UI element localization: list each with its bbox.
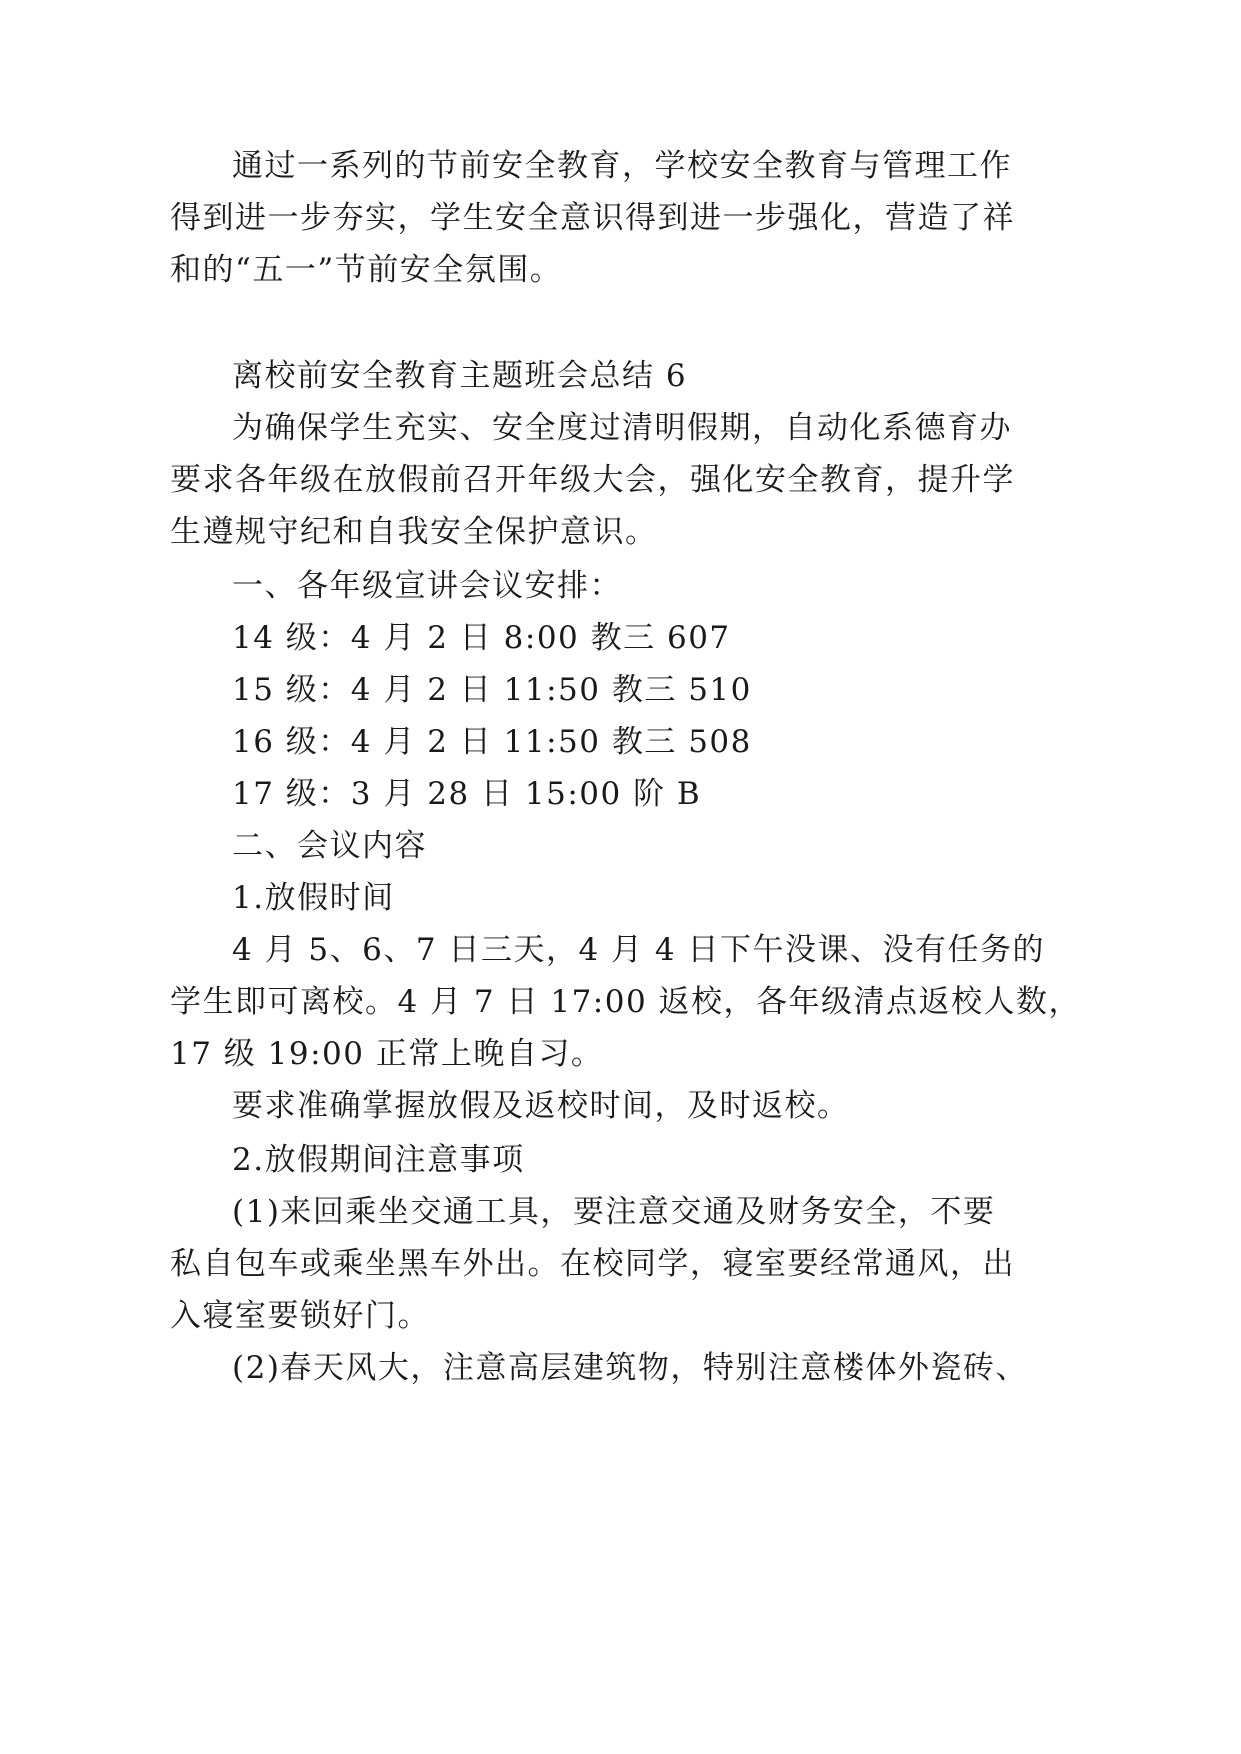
section-heading: 二、会议内容 [232,828,427,864]
paragraph-line: 学生即可离校。4 月 7 日 17:00 返校，各年级清点返校人数， [170,984,1082,1020]
schedule-item: 16 级：4 月 2 日 11:50 教三 508 [232,724,752,760]
paragraph-line: (2)春天风大，注意高层建筑物，特别注意楼体外瓷砖、 [232,1350,1028,1386]
subsection-heading: 2.放假期间注意事项 [232,1142,525,1178]
paragraph-line: (1)来回乘坐交通工具，要注意交通及财务安全，不要 [232,1194,996,1230]
paragraph-line: 私自包车或乘坐黑车外出。在校同学，寝室要经常通风，出 [170,1246,1015,1282]
paragraph-line: 为确保学生充实、安全度过清明假期，自动化系德育办 [232,410,1012,446]
paragraph-line: 生遵规守纪和自我安全保护意识。 [170,514,658,550]
paragraph-line: 4 月 5、6、7 日三天，4 月 4 日下午没课、没有任务的 [232,932,1045,968]
paragraph-line: 通过一系列的节前安全教育，学校安全教育与管理工作 [232,148,1012,184]
paragraph-line: 要求各年级在放假前召开年级大会，强化安全教育，提升学 [170,462,1015,498]
paragraph-line: 入寝室要锁好门。 [170,1298,430,1334]
section-title: 离校前安全教育主题班会总结 6 [232,358,688,394]
schedule-item: 15 级：4 月 2 日 11:50 教三 510 [232,672,752,708]
schedule-item: 14 级：4 月 2 日 8:00 教三 607 [232,620,731,656]
paragraph-line: 和的“五一”节前安全氛围。 [170,252,563,288]
paragraph-line: 要求准确掌握放假及返校时间，及时返校。 [232,1088,850,1124]
subsection-heading: 1.放假时间 [232,880,395,916]
section-heading: 一、各年级宣讲会议安排： [232,568,622,604]
paragraph-line: 17 级 19:00 正常上晚自习。 [170,1036,604,1072]
paragraph-line: 得到进一步夯实，学生安全意识得到进一步强化，营造了祥 [170,200,1015,236]
schedule-item: 17 级：3 月 28 日 15:00 阶 B [232,776,702,812]
